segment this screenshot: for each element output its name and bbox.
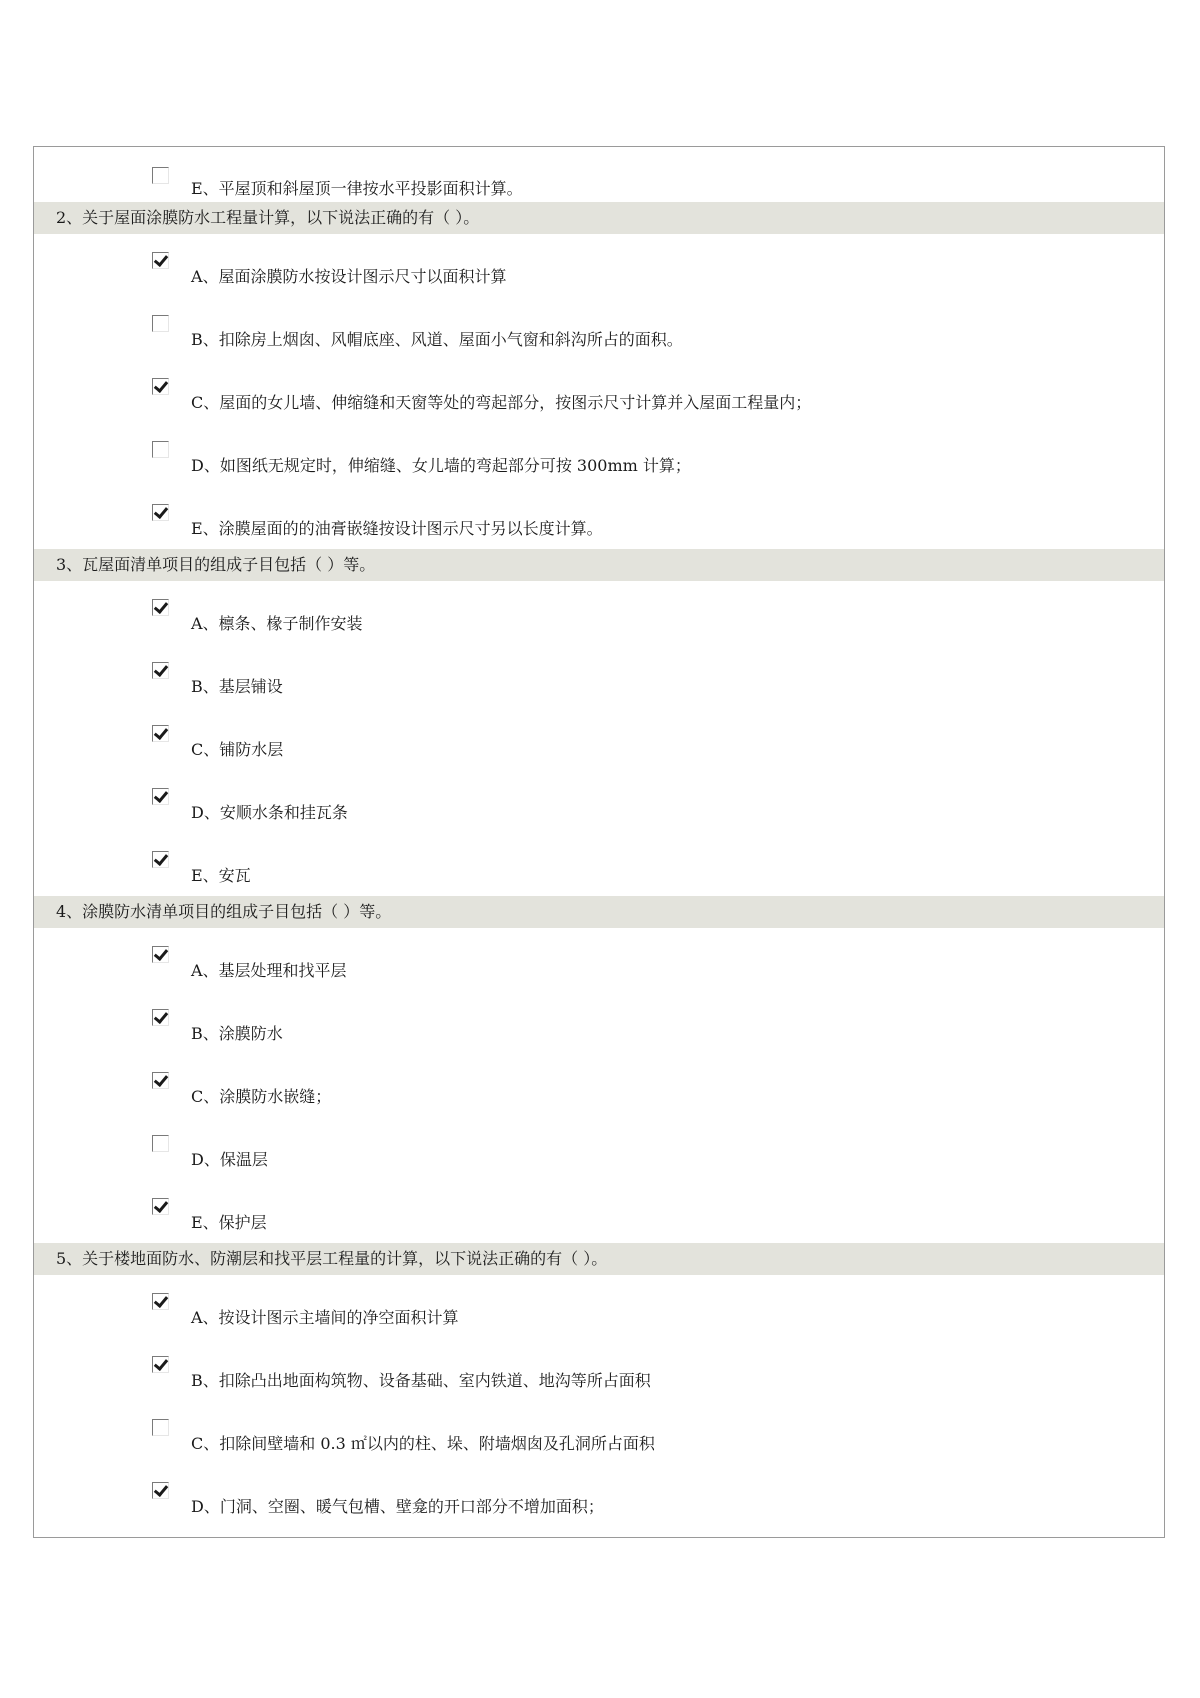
option-label: E、平屋顶和斜屋顶一律按水平投影面积计算。 bbox=[191, 179, 523, 198]
option-label: A、基层处理和找平层 bbox=[191, 961, 347, 980]
option-label: B、扣除房上烟囱、风帽底座、风道、屋面小气窗和斜沟所占的面积。 bbox=[191, 330, 683, 349]
option-checkbox[interactable] bbox=[152, 504, 169, 521]
option-label: E、安瓦 bbox=[191, 866, 251, 885]
quiz-panel bbox=[33, 146, 1165, 1538]
question-title: 3、瓦屋面清单项目的组成子目包括（ ）等。 bbox=[34, 549, 1164, 581]
option-row bbox=[34, 991, 1164, 1054]
option-checkbox[interactable] bbox=[152, 788, 169, 805]
option-checkbox[interactable] bbox=[152, 378, 169, 395]
option-checkbox[interactable] bbox=[152, 1135, 169, 1152]
option-checkbox[interactable] bbox=[152, 252, 169, 269]
option-row bbox=[34, 707, 1164, 770]
option-checkbox[interactable] bbox=[152, 662, 169, 679]
option-checkbox[interactable] bbox=[152, 1293, 169, 1310]
option-row bbox=[34, 1464, 1164, 1527]
option-row bbox=[34, 423, 1164, 486]
option-label: C、扣除间壁墙和 0.3 ㎡以内的柱、垛、附墙烟囱及孔洞所占面积 bbox=[191, 1434, 655, 1453]
option-label: B、扣除凸出地面构筑物、设备基础、室内铁道、地沟等所占面积 bbox=[191, 1371, 651, 1390]
option-row bbox=[34, 581, 1164, 644]
option-checkbox[interactable] bbox=[152, 441, 169, 458]
option-checkbox[interactable] bbox=[152, 1419, 169, 1436]
option-row bbox=[34, 486, 1164, 549]
option-row bbox=[34, 770, 1164, 833]
option-checkbox[interactable] bbox=[152, 725, 169, 742]
option-row bbox=[34, 360, 1164, 423]
option-label: C、铺防水层 bbox=[191, 740, 284, 759]
option-label: D、如图纸无规定时，伸缩缝、女儿墙的弯起部分可按 300mm 计算； bbox=[191, 456, 691, 475]
option-checkbox[interactable] bbox=[152, 1482, 169, 1499]
option-label: D、门洞、空圈、暖气包槽、壁龛的开口部分不增加面积； bbox=[191, 1497, 604, 1516]
option-label: B、基层铺设 bbox=[191, 677, 283, 696]
option-label: B、涂膜防水 bbox=[191, 1024, 283, 1043]
option-row bbox=[34, 833, 1164, 896]
option-row bbox=[34, 1117, 1164, 1180]
option-checkbox[interactable] bbox=[152, 1009, 169, 1026]
option-row bbox=[34, 1338, 1164, 1401]
option-row bbox=[34, 1275, 1164, 1338]
option-row bbox=[34, 1180, 1164, 1243]
option-label: D、保温层 bbox=[191, 1150, 268, 1169]
option-row bbox=[34, 1401, 1164, 1464]
option-label: A、屋面涂膜防水按设计图示尺寸以面积计算 bbox=[191, 267, 507, 286]
option-label: C、涂膜防水嵌缝； bbox=[191, 1087, 332, 1106]
question-title: 5、关于楼地面防水、防潮层和找平层工程量的计算，以下说法正确的有（ ）。 bbox=[34, 1243, 1164, 1275]
option-checkbox[interactable] bbox=[152, 946, 169, 963]
option-checkbox[interactable] bbox=[152, 167, 169, 184]
option-label: E、保护层 bbox=[191, 1213, 267, 1232]
option-checkbox[interactable] bbox=[152, 1198, 169, 1215]
option-checkbox[interactable] bbox=[152, 1356, 169, 1373]
option-label: E、涂膜屋面的的油膏嵌缝按设计图示尺寸另以长度计算。 bbox=[191, 519, 603, 538]
option-row bbox=[34, 1054, 1164, 1117]
option-row bbox=[34, 234, 1164, 297]
option-row bbox=[34, 928, 1164, 991]
option-label: C、屋面的女儿墙、伸缩缝和天窗等处的弯起部分，按图示尺寸计算并入屋面工程量内； bbox=[191, 393, 812, 412]
question-title: 2、关于屋面涂膜防水工程量计算，以下说法正确的有（ ）。 bbox=[34, 202, 1164, 234]
option-row bbox=[34, 147, 1164, 202]
option-label: A、檩条、椽子制作安装 bbox=[191, 614, 363, 633]
option-checkbox[interactable] bbox=[152, 315, 169, 332]
option-label: D、安顺水条和挂瓦条 bbox=[191, 803, 348, 822]
option-row bbox=[34, 644, 1164, 707]
option-label: A、按设计图示主墙间的净空面积计算 bbox=[191, 1308, 459, 1327]
question-title: 4、涂膜防水清单项目的组成子目包括（ ）等。 bbox=[34, 896, 1164, 928]
option-checkbox[interactable] bbox=[152, 599, 169, 616]
option-row bbox=[34, 297, 1164, 360]
option-checkbox[interactable] bbox=[152, 1072, 169, 1089]
option-checkbox[interactable] bbox=[152, 851, 169, 868]
